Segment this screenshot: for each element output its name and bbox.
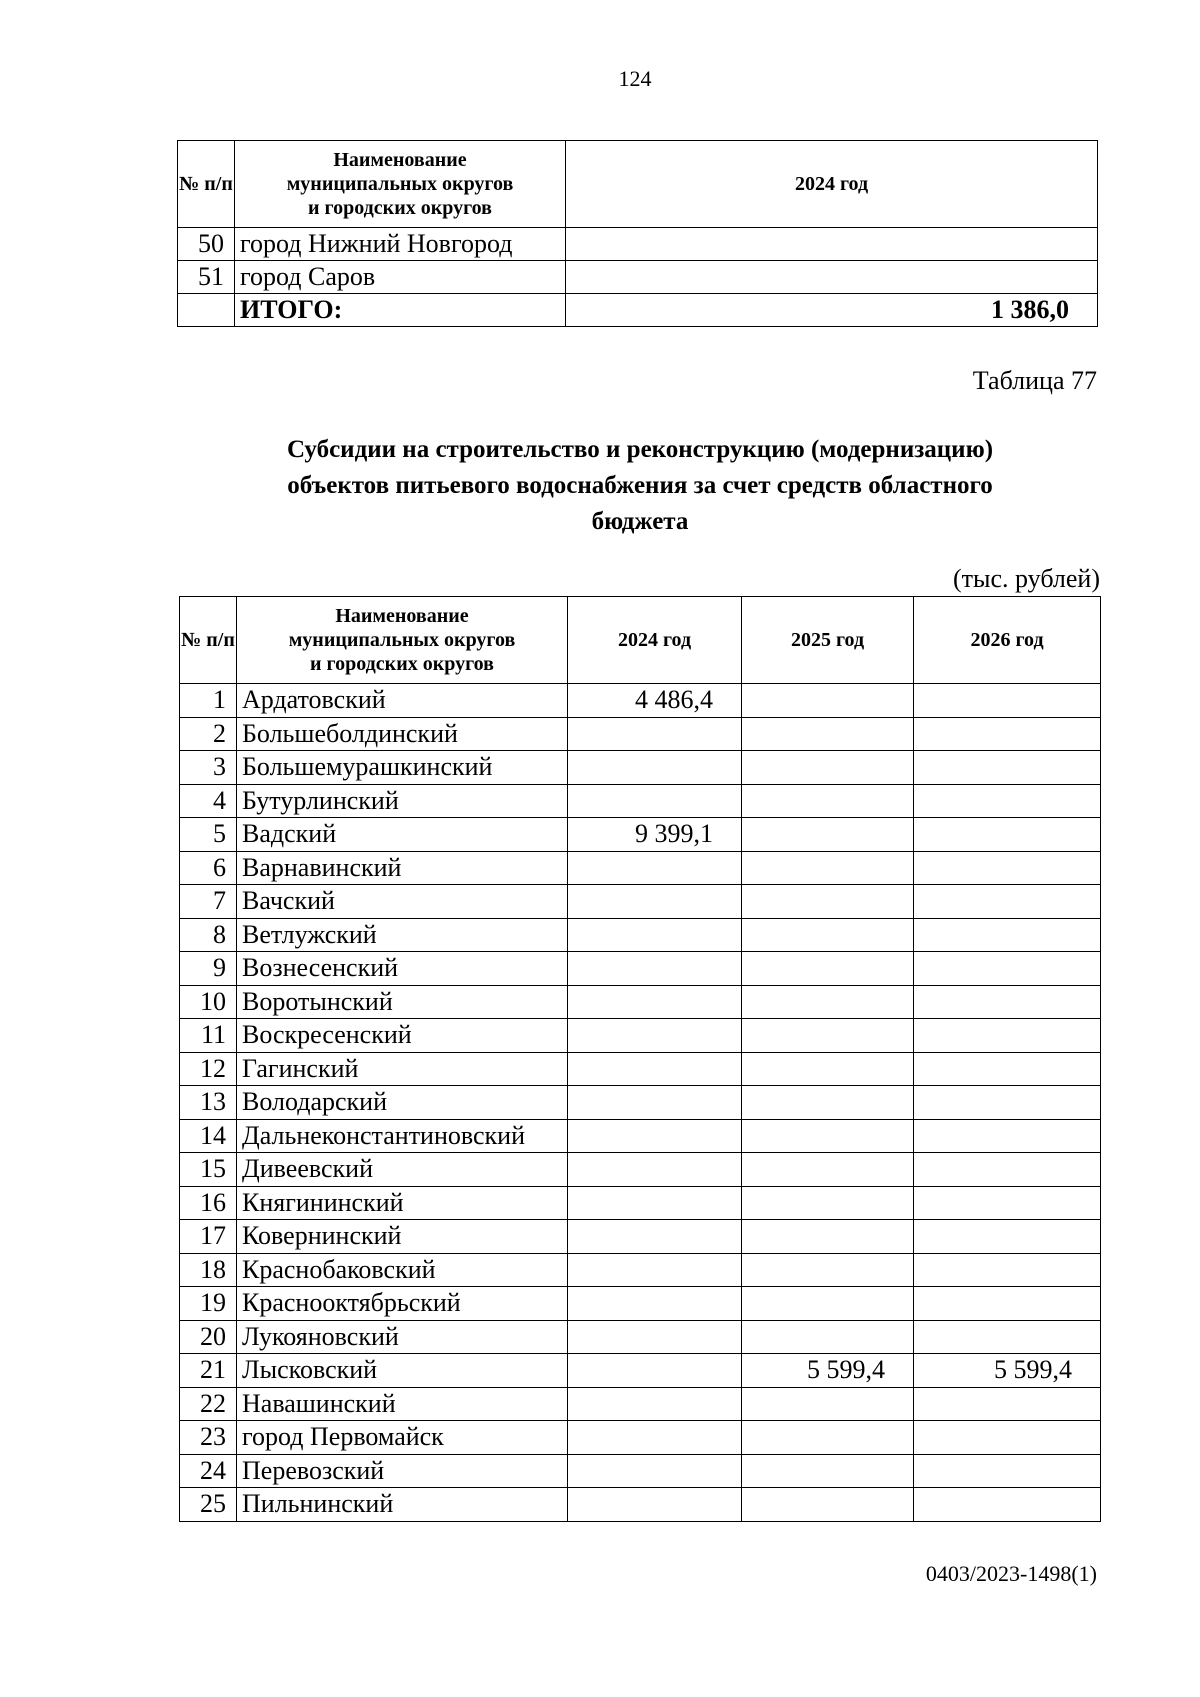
- row-2024-cell: [568, 717, 742, 751]
- row-2024-cell: [568, 1220, 742, 1254]
- row-name-cell: Дальнеконстантиновский: [237, 1119, 568, 1153]
- row-number-cell: 17: [180, 1220, 237, 1254]
- row-name-cell: Ветлужский: [237, 918, 568, 952]
- row-2026-cell: [914, 1287, 1101, 1321]
- row-number-cell: 16: [180, 1186, 237, 1220]
- row-2025-cell: [742, 1186, 914, 1220]
- row-number-cell: 51: [178, 261, 235, 294]
- table-row: [178, 261, 1098, 294]
- row-2025-cell: [742, 1488, 914, 1522]
- row-2024-cell: [568, 1320, 742, 1354]
- table-row: [180, 1019, 1101, 1053]
- row-2025-cell: [742, 1086, 914, 1120]
- table-row: [180, 885, 1101, 919]
- row-2026-cell: [914, 1387, 1101, 1421]
- table-row: [180, 1119, 1101, 1153]
- row-2025-cell: [742, 1320, 914, 1354]
- row-number-cell: 9: [180, 952, 237, 986]
- row-number-cell: 24: [180, 1454, 237, 1488]
- row-number-cell: 22: [180, 1387, 237, 1421]
- header-2026: 2026 год: [914, 597, 1101, 684]
- header-2024: 2024 год: [568, 597, 742, 684]
- row-2026-cell: [914, 1186, 1101, 1220]
- total-row: [178, 294, 1098, 327]
- row-name-cell: Вачский: [237, 885, 568, 919]
- row-2025-cell: [742, 1052, 914, 1086]
- row-number-cell: 23: [180, 1421, 237, 1455]
- row-2024-cell: [568, 1421, 742, 1455]
- header-num: № п/п: [180, 597, 237, 684]
- table-header-row: [180, 597, 1101, 684]
- row-name-cell: Володарский: [237, 1086, 568, 1120]
- row-number-cell: 12: [180, 1052, 237, 1086]
- row-name-cell: Большеболдинский: [237, 717, 568, 751]
- row-2026-cell: 5 599,4: [914, 1354, 1101, 1388]
- row-2025-cell: [742, 952, 914, 986]
- table-row: [180, 1186, 1101, 1220]
- row-2025-cell: [742, 1220, 914, 1254]
- continuation-table: [177, 140, 1098, 327]
- row-2024-cell: [566, 261, 1098, 294]
- row-number-cell: 2: [180, 717, 237, 751]
- row-2026-cell: [914, 1488, 1101, 1522]
- row-2025-cell: [742, 985, 914, 1019]
- row-2025-cell: [742, 751, 914, 785]
- row-2026-cell: [914, 717, 1101, 751]
- row-name-cell: Ардатовский: [237, 684, 568, 718]
- row-name-cell: Вадский: [237, 818, 568, 852]
- row-number-cell: 15: [180, 1153, 237, 1187]
- row-name-cell: Ковернинский: [237, 1220, 568, 1254]
- table-row: [180, 851, 1101, 885]
- row-2025-cell: [742, 1253, 914, 1287]
- row-2026-cell: [914, 985, 1101, 1019]
- row-2025-cell: [742, 717, 914, 751]
- table-row: [180, 717, 1101, 751]
- row-2025-cell: [742, 1153, 914, 1187]
- row-number-cell: 21: [180, 1354, 237, 1388]
- table-row: [180, 1052, 1101, 1086]
- row-number-cell: 13: [180, 1086, 237, 1120]
- table-row: [180, 1320, 1101, 1354]
- row-name-cell: Воскресенский: [237, 1019, 568, 1053]
- row-name-cell: город Саров: [235, 261, 566, 294]
- total-num-cell: [178, 294, 235, 327]
- row-name-cell: Краснобаковский: [237, 1253, 568, 1287]
- row-2026-cell: [914, 1052, 1101, 1086]
- table-row: [180, 1153, 1101, 1187]
- row-number-cell: 18: [180, 1253, 237, 1287]
- row-2025-cell: [742, 1387, 914, 1421]
- row-name-cell: Вознесенский: [237, 952, 568, 986]
- row-2024-cell: [568, 952, 742, 986]
- row-name-cell: город Первомайск: [237, 1421, 568, 1455]
- table-row: [180, 1287, 1101, 1321]
- row-2024-cell: [568, 1052, 742, 1086]
- row-name-cell: Навашинский: [237, 1387, 568, 1421]
- row-2025-cell: [742, 784, 914, 818]
- row-2024-cell: 4 486,4: [568, 684, 742, 718]
- row-2026-cell: [914, 1086, 1101, 1120]
- row-number-cell: 14: [180, 1119, 237, 1153]
- row-name-cell: Бутурлинский: [237, 784, 568, 818]
- row-number-cell: 6: [180, 851, 237, 885]
- row-2025-cell: [742, 1454, 914, 1488]
- total-value: 1 386,0: [566, 294, 1098, 327]
- row-name-cell: Дивеевский: [237, 1153, 568, 1187]
- header-num: № п/п: [178, 141, 235, 228]
- row-2025-cell: [742, 851, 914, 885]
- row-2024-cell: [568, 885, 742, 919]
- row-number-cell: 3: [180, 751, 237, 785]
- table-row: [178, 228, 1098, 261]
- row-2024-cell: [568, 1153, 742, 1187]
- row-2024-cell: 9 399,1: [568, 818, 742, 852]
- table-row: [180, 1387, 1101, 1421]
- row-2025-cell: [742, 1019, 914, 1053]
- row-2026-cell: [914, 818, 1101, 852]
- row-name-cell: город Нижний Новгород: [235, 228, 566, 261]
- table-header-row: [178, 141, 1098, 228]
- table-row: [180, 1421, 1101, 1455]
- unit-label: (тыс. рублей): [952, 564, 1100, 593]
- row-2026-cell: [914, 1153, 1101, 1187]
- row-2024-cell: [568, 985, 742, 1019]
- row-2024-cell: [568, 1287, 742, 1321]
- table-row: [180, 784, 1101, 818]
- row-2026-cell: [914, 1019, 1101, 1053]
- row-2024-cell: [568, 1119, 742, 1153]
- row-2026-cell: [914, 1253, 1101, 1287]
- row-2024-cell: [568, 918, 742, 952]
- page-number: 124: [618, 66, 652, 91]
- row-2025-cell: [742, 1119, 914, 1153]
- table-row: [180, 985, 1101, 1019]
- header-name: Наименование муниципальных округов и городских округов: [237, 597, 568, 684]
- row-2024-cell: [568, 784, 742, 818]
- row-name-cell: Гагинский: [237, 1052, 568, 1086]
- row-2024-cell: [568, 1454, 742, 1488]
- row-number-cell: 20: [180, 1320, 237, 1354]
- subsidy-table: [179, 596, 1101, 1522]
- row-name-cell: Лысковский: [237, 1354, 568, 1388]
- row-2026-cell: [914, 1119, 1101, 1153]
- row-2026-cell: [914, 952, 1101, 986]
- row-2026-cell: [914, 1454, 1101, 1488]
- table-row: [180, 1354, 1101, 1388]
- row-2025-cell: [742, 684, 914, 718]
- row-number-cell: 50: [178, 228, 235, 261]
- row-2026-cell: [914, 1320, 1101, 1354]
- row-2024-cell: [568, 1387, 742, 1421]
- row-2025-cell: [742, 818, 914, 852]
- row-2026-cell: [914, 918, 1101, 952]
- table-row: [180, 1454, 1101, 1488]
- header-2024: 2024 год: [566, 141, 1098, 228]
- row-number-cell: 8: [180, 918, 237, 952]
- header-name: Наименование муниципальных округов и городских округов: [235, 141, 566, 228]
- row-2026-cell: [914, 784, 1101, 818]
- table-row: [180, 1488, 1101, 1522]
- row-2025-cell: 5 599,4: [742, 1354, 914, 1388]
- table-label: Таблица 77: [972, 366, 1097, 395]
- row-2024-cell: [568, 751, 742, 785]
- table-row: [180, 684, 1101, 718]
- row-2025-cell: [742, 1421, 914, 1455]
- row-2026-cell: [914, 885, 1101, 919]
- row-2024-cell: [566, 228, 1098, 261]
- row-2026-cell: [914, 851, 1101, 885]
- row-2026-cell: [914, 1220, 1101, 1254]
- row-name-cell: Краснооктябрьский: [237, 1287, 568, 1321]
- row-2024-cell: [568, 1186, 742, 1220]
- table-row: [180, 918, 1101, 952]
- row-name-cell: Воротынский: [237, 985, 568, 1019]
- row-2026-cell: [914, 1421, 1101, 1455]
- row-2025-cell: [742, 1287, 914, 1321]
- row-2024-cell: [568, 851, 742, 885]
- row-2025-cell: [742, 918, 914, 952]
- row-2024-cell: [568, 1253, 742, 1287]
- table-row: [180, 952, 1101, 986]
- row-2026-cell: [914, 684, 1101, 718]
- row-2024-cell: [568, 1019, 742, 1053]
- row-number-cell: 4: [180, 784, 237, 818]
- row-name-cell: Варнавинский: [237, 851, 568, 885]
- row-name-cell: Большемурашкинский: [237, 751, 568, 785]
- row-number-cell: 7: [180, 885, 237, 919]
- row-name-cell: Пильнинский: [237, 1488, 568, 1522]
- total-label: ИТОГО:: [235, 294, 566, 327]
- row-number-cell: 19: [180, 1287, 237, 1321]
- row-2025-cell: [742, 885, 914, 919]
- header-2025: 2025 год: [742, 597, 914, 684]
- row-2024-cell: [568, 1086, 742, 1120]
- row-number-cell: 5: [180, 818, 237, 852]
- row-2024-cell: [568, 1354, 742, 1388]
- row-2024-cell: [568, 1488, 742, 1522]
- table-title: Субсидии на строительство и реконструкцию (модернизацию) объектов питьевого водоснабжения за счет средств областного бюджета: [286, 436, 994, 535]
- row-number-cell: 25: [180, 1488, 237, 1522]
- table-row: [180, 1220, 1101, 1254]
- row-number-cell: 1: [180, 684, 237, 718]
- table-row: [180, 1086, 1101, 1120]
- table-row: [180, 818, 1101, 852]
- row-name-cell: Перевозский: [237, 1454, 568, 1488]
- row-number-cell: 10: [180, 985, 237, 1019]
- document-code: 0403/2023-1498(1): [925, 1561, 1097, 1586]
- row-name-cell: Лукояновский: [237, 1320, 568, 1354]
- row-2026-cell: [914, 751, 1101, 785]
- row-name-cell: Княгининский: [237, 1186, 568, 1220]
- table-row: [180, 1253, 1101, 1287]
- row-number-cell: 11: [180, 1019, 237, 1053]
- table-row: [180, 751, 1101, 785]
